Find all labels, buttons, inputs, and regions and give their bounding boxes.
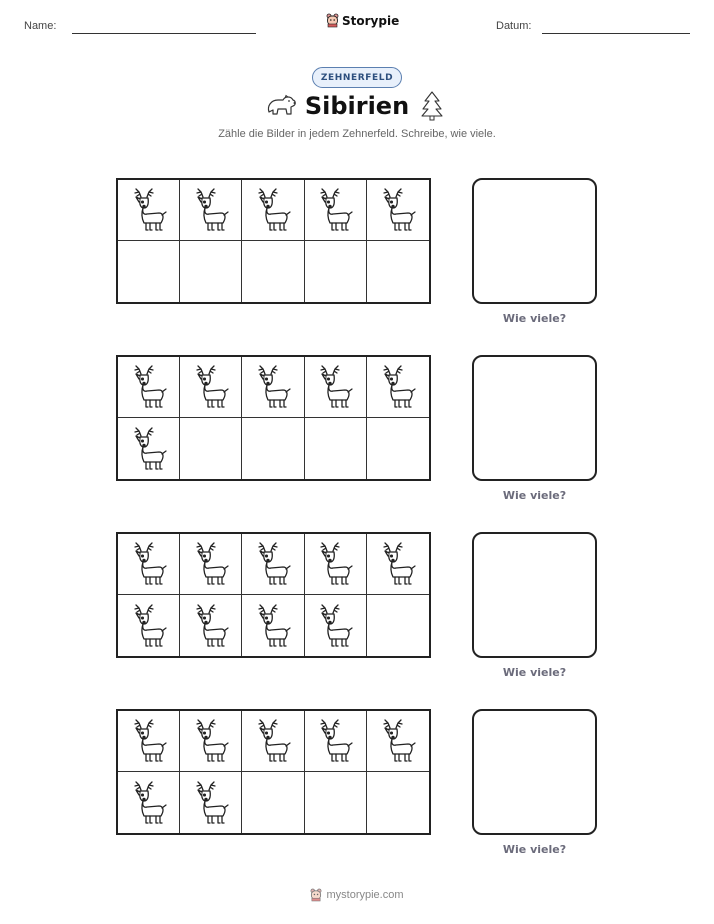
reindeer-icon bbox=[191, 717, 231, 765]
reindeer-icon bbox=[129, 717, 169, 765]
date-field[interactable] bbox=[542, 33, 690, 34]
reindeer-icon bbox=[191, 602, 231, 650]
ten-frame-cell bbox=[242, 772, 304, 833]
answer-label: Wie viele? bbox=[502, 666, 567, 679]
ten-frame-cell bbox=[367, 711, 429, 772]
storypie-logo-icon bbox=[310, 888, 322, 902]
reindeer-icon bbox=[315, 602, 355, 650]
ten-frame-cell bbox=[242, 534, 304, 595]
reindeer-icon bbox=[253, 540, 293, 588]
footer-url: mystorypie.com bbox=[326, 889, 404, 901]
name-label: Name: bbox=[24, 20, 57, 32]
ten-frame-cell bbox=[242, 595, 304, 656]
ten-frame-cell bbox=[180, 595, 242, 656]
reindeer-icon bbox=[378, 186, 418, 234]
reindeer-icon bbox=[191, 363, 231, 411]
ten-frame-cell bbox=[242, 418, 304, 479]
reindeer-icon bbox=[315, 717, 355, 765]
ten-frame-cell bbox=[367, 534, 429, 595]
brand-name: Storypie bbox=[342, 13, 400, 28]
ten-frame-cell bbox=[242, 180, 304, 241]
reindeer-icon bbox=[315, 540, 355, 588]
answer-box[interactable] bbox=[472, 178, 597, 304]
ten-frame-cell bbox=[180, 418, 242, 479]
reindeer-icon bbox=[378, 540, 418, 588]
ten-frame-cell bbox=[305, 418, 367, 479]
ten-frame-cell bbox=[180, 241, 242, 302]
ten-frame-cell bbox=[118, 772, 180, 833]
ten-frame-cell bbox=[180, 534, 242, 595]
ten-frame bbox=[116, 355, 431, 481]
ten-frame-cell bbox=[305, 711, 367, 772]
ten-frame bbox=[116, 709, 431, 835]
ten-frame-cell bbox=[118, 595, 180, 656]
ten-frame-cell bbox=[180, 357, 242, 418]
reindeer-icon bbox=[129, 186, 169, 234]
answer-box[interactable] bbox=[472, 532, 597, 658]
ten-frame-cell bbox=[305, 534, 367, 595]
reindeer-icon bbox=[253, 602, 293, 650]
answer-label: Wie viele? bbox=[502, 843, 567, 856]
pine-tree-icon bbox=[420, 90, 444, 122]
reindeer-icon bbox=[129, 602, 169, 650]
ten-frame-cell bbox=[305, 772, 367, 833]
worksheet-type-badge: ZEHNERFELD bbox=[312, 67, 402, 88]
footer bbox=[0, 888, 714, 902]
reindeer-icon bbox=[315, 186, 355, 234]
reindeer-icon bbox=[253, 363, 293, 411]
ten-frame-cell bbox=[367, 241, 429, 302]
reindeer-icon bbox=[129, 425, 169, 473]
reindeer-icon bbox=[129, 363, 169, 411]
ten-frame bbox=[116, 532, 431, 658]
page-title: Sibirien bbox=[304, 92, 410, 120]
ten-frame-cell bbox=[180, 711, 242, 772]
ten-frame-cell bbox=[118, 180, 180, 241]
brand-logo bbox=[326, 13, 399, 28]
ten-frame-cell bbox=[305, 357, 367, 418]
reindeer-icon bbox=[129, 540, 169, 588]
ten-frame-cell bbox=[242, 241, 304, 302]
reindeer-icon bbox=[191, 779, 231, 827]
ten-frame-cell bbox=[367, 772, 429, 833]
ten-frame-cell bbox=[305, 241, 367, 302]
reindeer-icon bbox=[191, 186, 231, 234]
name-field[interactable] bbox=[72, 33, 256, 34]
date-label: Datum: bbox=[496, 20, 532, 32]
reindeer-icon bbox=[315, 363, 355, 411]
ten-frame-cell bbox=[242, 357, 304, 418]
ten-frame-cell bbox=[305, 595, 367, 656]
ten-frame-cell bbox=[367, 595, 429, 656]
answer-label: Wie viele? bbox=[502, 489, 567, 502]
instructions: Zähle die Bilder in jedem Zehnerfeld. Schreibe, wie viele. bbox=[218, 128, 496, 140]
reindeer-icon bbox=[191, 540, 231, 588]
ten-frame-cell bbox=[367, 418, 429, 479]
reindeer-icon bbox=[253, 186, 293, 234]
answer-box[interactable] bbox=[472, 355, 597, 481]
reindeer-icon bbox=[129, 779, 169, 827]
ten-frame-cell bbox=[242, 711, 304, 772]
ten-frame-cell bbox=[118, 418, 180, 479]
ten-frame bbox=[116, 178, 431, 304]
ten-frame-cell bbox=[305, 180, 367, 241]
answer-box[interactable] bbox=[472, 709, 597, 835]
ten-frame-cell bbox=[180, 180, 242, 241]
ten-frame-cell bbox=[367, 357, 429, 418]
ten-frame-cell bbox=[118, 534, 180, 595]
reindeer-icon bbox=[378, 363, 418, 411]
ten-frame-cell bbox=[118, 357, 180, 418]
storypie-logo-icon bbox=[326, 13, 339, 28]
ten-frame-cell bbox=[367, 180, 429, 241]
ten-frame-cell bbox=[118, 241, 180, 302]
ten-frame-cell bbox=[118, 711, 180, 772]
answer-label: Wie viele? bbox=[502, 312, 567, 325]
ten-frame-cell bbox=[180, 772, 242, 833]
reindeer-icon bbox=[378, 717, 418, 765]
reindeer-icon bbox=[253, 717, 293, 765]
